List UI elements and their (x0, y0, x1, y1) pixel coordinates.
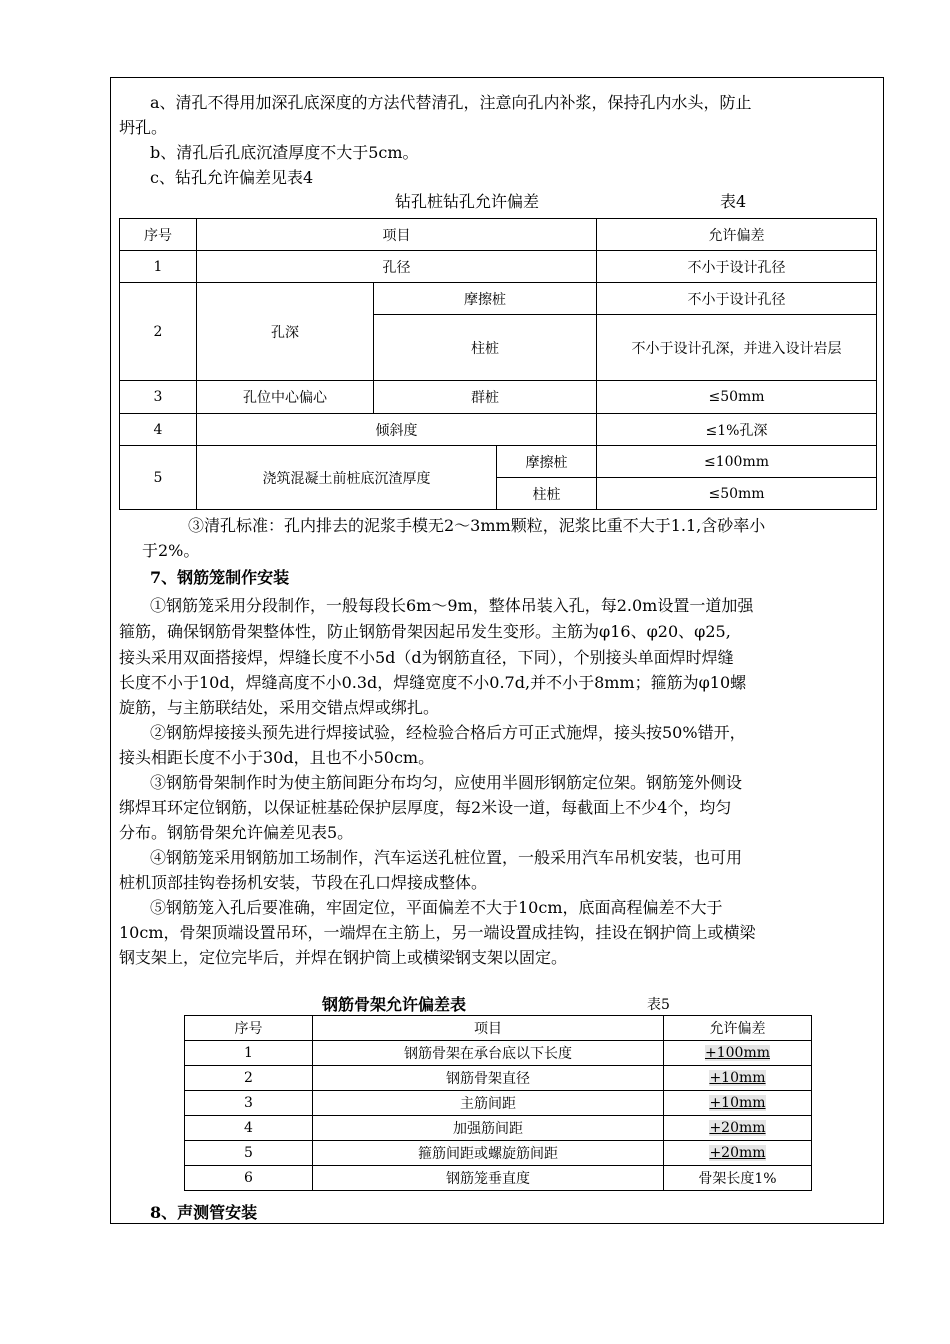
table5-cell: 4 (185, 1116, 313, 1141)
table5-header-row (185, 1016, 812, 1041)
table4-cell: 柱桩 (374, 315, 597, 381)
section8-heading: 8、声测管安装 (150, 1203, 258, 1222)
table-row (120, 251, 877, 283)
table-row (120, 381, 877, 414)
tolerance-value (709, 1095, 765, 1111)
paragraph-line: ①钢筋笼采用分段制作，一般每段长6m～9m，整体吊装入孔，每2.0m设置一道加强 (150, 596, 754, 615)
tolerance-amount: 10mm (721, 1095, 766, 1111)
table4-cell: 不小于设计孔深，并进入设计岩层 (597, 315, 877, 381)
paragraph-line: 长度不小于10d，焊缝高度不小0.3d，焊缝宽度不小0.7d,并不小于8mm；箍筋为φ10螺 (119, 673, 747, 692)
table4-cell: 1 (120, 251, 197, 283)
table5-cell (664, 1041, 812, 1066)
table4-header-row (120, 219, 877, 251)
paragraph-line: c、钻孔允许偏差见表4 (150, 168, 314, 187)
table4-label: 表4 (720, 192, 747, 211)
table5-cell (664, 1091, 812, 1116)
table5-cell: 骨架长度1% (664, 1166, 812, 1191)
table5-header-cell: 序号 (185, 1016, 313, 1041)
table5-cell: 1 (185, 1041, 313, 1066)
paragraph-line: 箍筋，确保钢筋骨架整体性，防止钢筋骨架因起吊发生变形。主筋为φ16、φ20、φ25, (119, 622, 731, 641)
table5-cell: 钢筋骨架在承台底以下长度 (313, 1041, 664, 1066)
paragraph-line: 分布。钢筋骨架允许偏差见表5。 (119, 823, 354, 842)
table4-header-cell: 序号 (120, 219, 197, 251)
table5-header-cell: 项目 (313, 1016, 664, 1041)
table5-cell (664, 1066, 812, 1091)
table4 (119, 218, 877, 510)
table-row (185, 1041, 812, 1066)
table4-cell: 2 (120, 283, 197, 381)
plus-minus-sign: + (704, 1045, 717, 1061)
table4-header-cell: 项目 (197, 219, 597, 251)
table4-cell: 群桩 (374, 381, 597, 414)
table4-cell: 摩擦桩 (374, 283, 597, 315)
table5-cell: 钢筋骨架直径 (313, 1066, 664, 1091)
table5-cell: 6 (185, 1166, 313, 1191)
tolerance-value (709, 1120, 765, 1136)
paragraph-line: 于2%。 (142, 541, 200, 560)
table4-cell: ≤100mm (597, 446, 877, 478)
plus-minus-sign: + (709, 1070, 722, 1086)
table4-cell: 不小于设计孔径 (597, 251, 877, 283)
table4-cell: ≤50mm (597, 381, 877, 414)
table5-cell: 钢筋笼垂直度 (313, 1166, 664, 1191)
paragraph-line: ③清孔标准：孔内排去的泥浆手模无2～3mm颗粒，泥浆比重不大于1.1,含砂率小 (188, 516, 766, 535)
table5-label: 表5 (647, 997, 670, 1013)
table-row (185, 1116, 812, 1141)
paragraph-line: 钢支架上，定位完毕后，并焊在钢护筒上或横梁钢支架以固定。 (119, 948, 568, 967)
table5-cell: 5 (185, 1141, 313, 1166)
table-row (185, 1066, 812, 1091)
section7-heading: 7、钢筋笼制作安装 (150, 568, 290, 587)
table5 (184, 1015, 812, 1191)
paragraph-line: ③钢筋骨架制作时为使主筋间距分布均匀，应使用半圆形钢筋定位架。钢筋笼外侧设 (150, 773, 743, 792)
table4-cell: ≤50mm (597, 478, 877, 510)
table4-header-cell: 允许偏差 (597, 219, 877, 251)
table-row (120, 446, 877, 478)
tolerance-value (709, 1145, 765, 1161)
paragraph-line: 绑焊耳环定位钢筋，以保证桩基砼保护层厚度，每2米设一道，每截面上不少4个，均匀 (119, 798, 732, 817)
table4-cell: 孔位中心偏心 (197, 381, 374, 414)
paragraph-line: ⑤钢筋笼入孔后要准确，牢固定位，平面偏差不大于10cm，底面高程偏差不大于 (150, 898, 723, 917)
plus-minus-sign: + (709, 1145, 722, 1161)
table5-cell: 2 (185, 1066, 313, 1091)
table4-title: 钻孔桩钻孔允许偏差 (395, 192, 540, 211)
paragraph-line: 桩机顶部挂钩卷扬机安装，节段在孔口焊接成整体。 (119, 873, 488, 892)
table4-cell: 不小于设计孔径 (597, 283, 877, 315)
paragraph-line: 旋筋，与主筋联结处，采用交错点焊或绑扎。 (119, 698, 440, 717)
paragraph-line: a、清孔不得用加深孔底深度的方法代替清孔，注意向孔内补浆，保持孔内水头，防止 (150, 93, 752, 112)
tolerance-value (705, 1045, 770, 1061)
table5-cell (664, 1116, 812, 1141)
table4-cell: 4 (120, 414, 197, 446)
plus-minus-sign: + (709, 1095, 722, 1111)
table-row (185, 1141, 812, 1166)
table5-title: 钢筋骨架允许偏差表 (322, 995, 467, 1014)
table4-cell: 3 (120, 381, 197, 414)
table5-cell: 主筋间距 (313, 1091, 664, 1116)
table5-cell: 加强筋间距 (313, 1116, 664, 1141)
paragraph-line: 接头相距长度不小于30d，且也不小50cm。 (119, 748, 435, 767)
table-row (120, 283, 877, 315)
table5-cell (664, 1141, 812, 1166)
table5-cell: 3 (185, 1091, 313, 1116)
table4-cell: 倾斜度 (197, 414, 597, 446)
tolerance-amount: 100mm (716, 1045, 770, 1061)
table4-cell: 摩擦桩 (497, 446, 597, 478)
tolerance-amount: 10mm (721, 1070, 766, 1086)
table4-cell: 柱桩 (497, 478, 597, 510)
table-row (120, 414, 877, 446)
paragraph-line: 坍孔。 (119, 118, 168, 137)
paragraph-line: 10cm，骨架顶端设置吊环，一端焊在主筋上，另一端设置成挂钩，挂设在钢护筒上或横梁 (119, 923, 756, 942)
paragraph-line: b、清孔后孔底沉渣厚度不大于5cm。 (150, 143, 419, 162)
paragraph-line: ④钢筋笼采用钢筋加工场制作，汽车运送孔桩位置，一般采用汽车吊机安装，也可用 (150, 848, 743, 867)
tolerance-value (709, 1070, 765, 1086)
table-row (185, 1091, 812, 1116)
table5-header-cell: 允许偏差 (664, 1016, 812, 1041)
table4-cell: 5 (120, 446, 197, 510)
paragraph-line: 接头采用双面搭接焊，焊缝长度不小5d（d为钢筋直径，下同），个别接头单面焊时焊缝 (119, 648, 734, 667)
table4-cell: 孔径 (197, 251, 597, 283)
tolerance-amount: 20mm (721, 1120, 766, 1136)
paragraph-line: ②钢筋焊接接头预先进行焊接试验，经检验合格后方可正式施焊，接头按50%错开， (150, 723, 746, 742)
plus-minus-sign: + (709, 1120, 722, 1136)
table4-cell: 孔深 (197, 283, 374, 381)
table4-cell: ≤1%孔深 (597, 414, 877, 446)
table5-cell: 箍筋间距或螺旋筋间距 (313, 1141, 664, 1166)
table-row (185, 1166, 812, 1191)
tolerance-amount: 20mm (721, 1145, 766, 1161)
table4-cell: 浇筑混凝土前桩底沉渣厚度 (197, 446, 497, 510)
